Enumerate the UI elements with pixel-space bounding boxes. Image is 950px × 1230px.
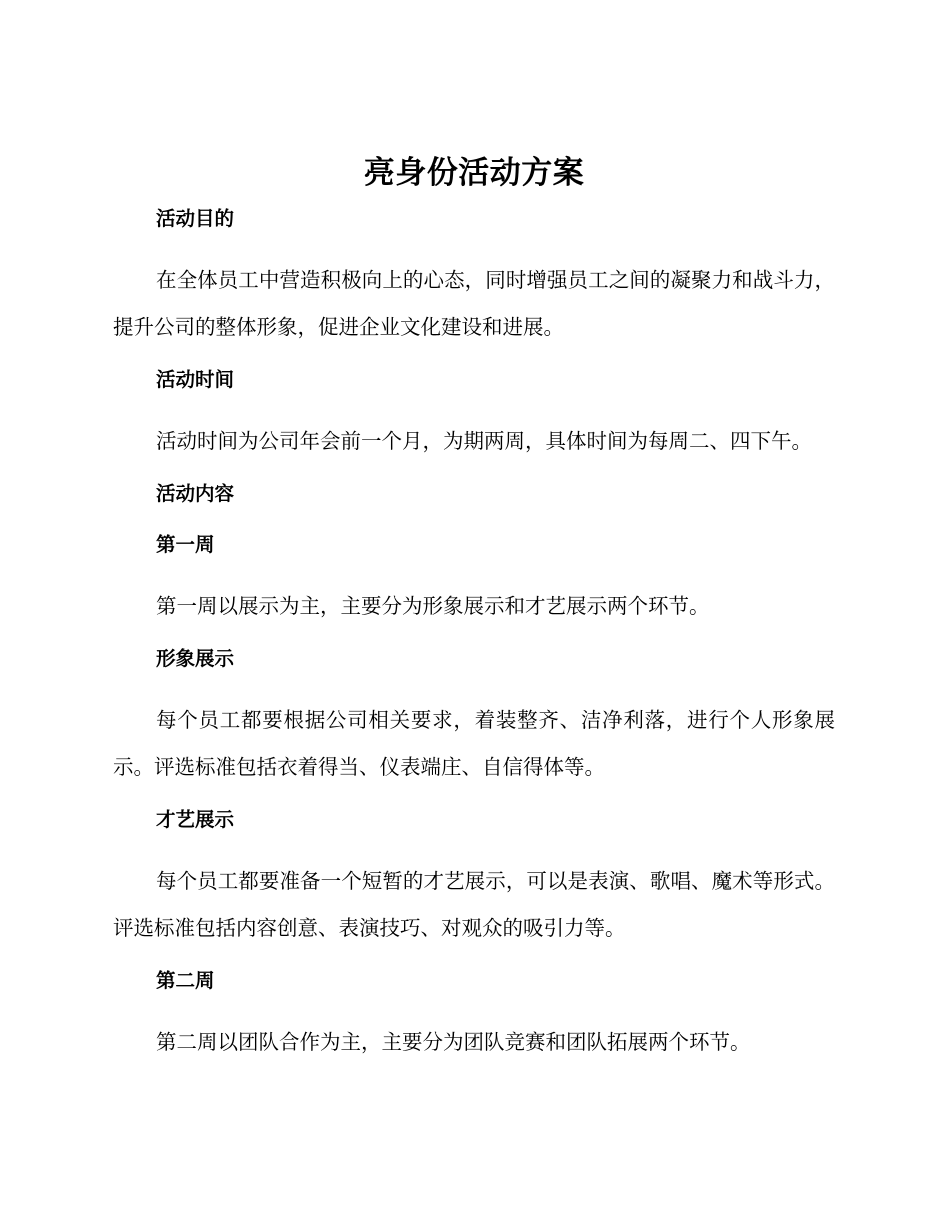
image-showcase-heading: 形象展示 <box>156 647 235 670</box>
spacer <box>113 507 835 532</box>
time-heading: 活动时间 <box>156 368 235 391</box>
spacer <box>113 994 835 1019</box>
week2-paragraph: 第二周以团队合作为主，主要分为团队竞赛和团队拓展两个环节。 <box>156 1030 751 1054</box>
spacer <box>113 198 835 206</box>
spacer <box>113 465 835 481</box>
image-showcase-paragraph: 每个员工都要根据公司相关要求，着装整齐、洁净利落，进行个人形象展示。评选标准包括衣着得当、仪表端庄、自信得体等。 <box>113 708 835 779</box>
spacer <box>113 558 835 583</box>
document-title: 亮身份活动方案 <box>363 155 585 191</box>
week1-paragraph: 第一周以展示为主，主要分为形象展示和才艺展示两个环节。 <box>156 594 710 618</box>
spacer <box>113 952 835 968</box>
spacer <box>113 232 835 257</box>
spacer <box>113 791 835 807</box>
purpose-heading: 活动目的 <box>156 207 235 230</box>
spacer <box>113 672 835 697</box>
content-heading: 活动内容 <box>156 482 235 505</box>
purpose-paragraph: 在全体员工中营造积极向上的心态，同时增强员工之间的凝聚力和战斗力，提升公司的整体形象，促进企业文化建设和进展。 <box>113 268 835 339</box>
talent-showcase-heading: 才艺展示 <box>156 808 235 831</box>
spacer <box>113 393 835 418</box>
week1-heading: 第一周 <box>156 533 215 556</box>
spacer <box>113 351 835 367</box>
spacer <box>113 833 835 858</box>
week2-heading: 第二周 <box>156 969 215 992</box>
time-paragraph: 活动时间为公司年会前一个月，为期两周，具体时间为每周二、四下午。 <box>156 429 812 453</box>
spacer <box>113 630 835 646</box>
talent-showcase-paragraph: 每个员工都要准备一个短暂的才艺展示，可以是表演、歌唱、魔术等形式。评选标准包括内容创意、表演技巧、对观众的吸引力等。 <box>113 869 835 940</box>
